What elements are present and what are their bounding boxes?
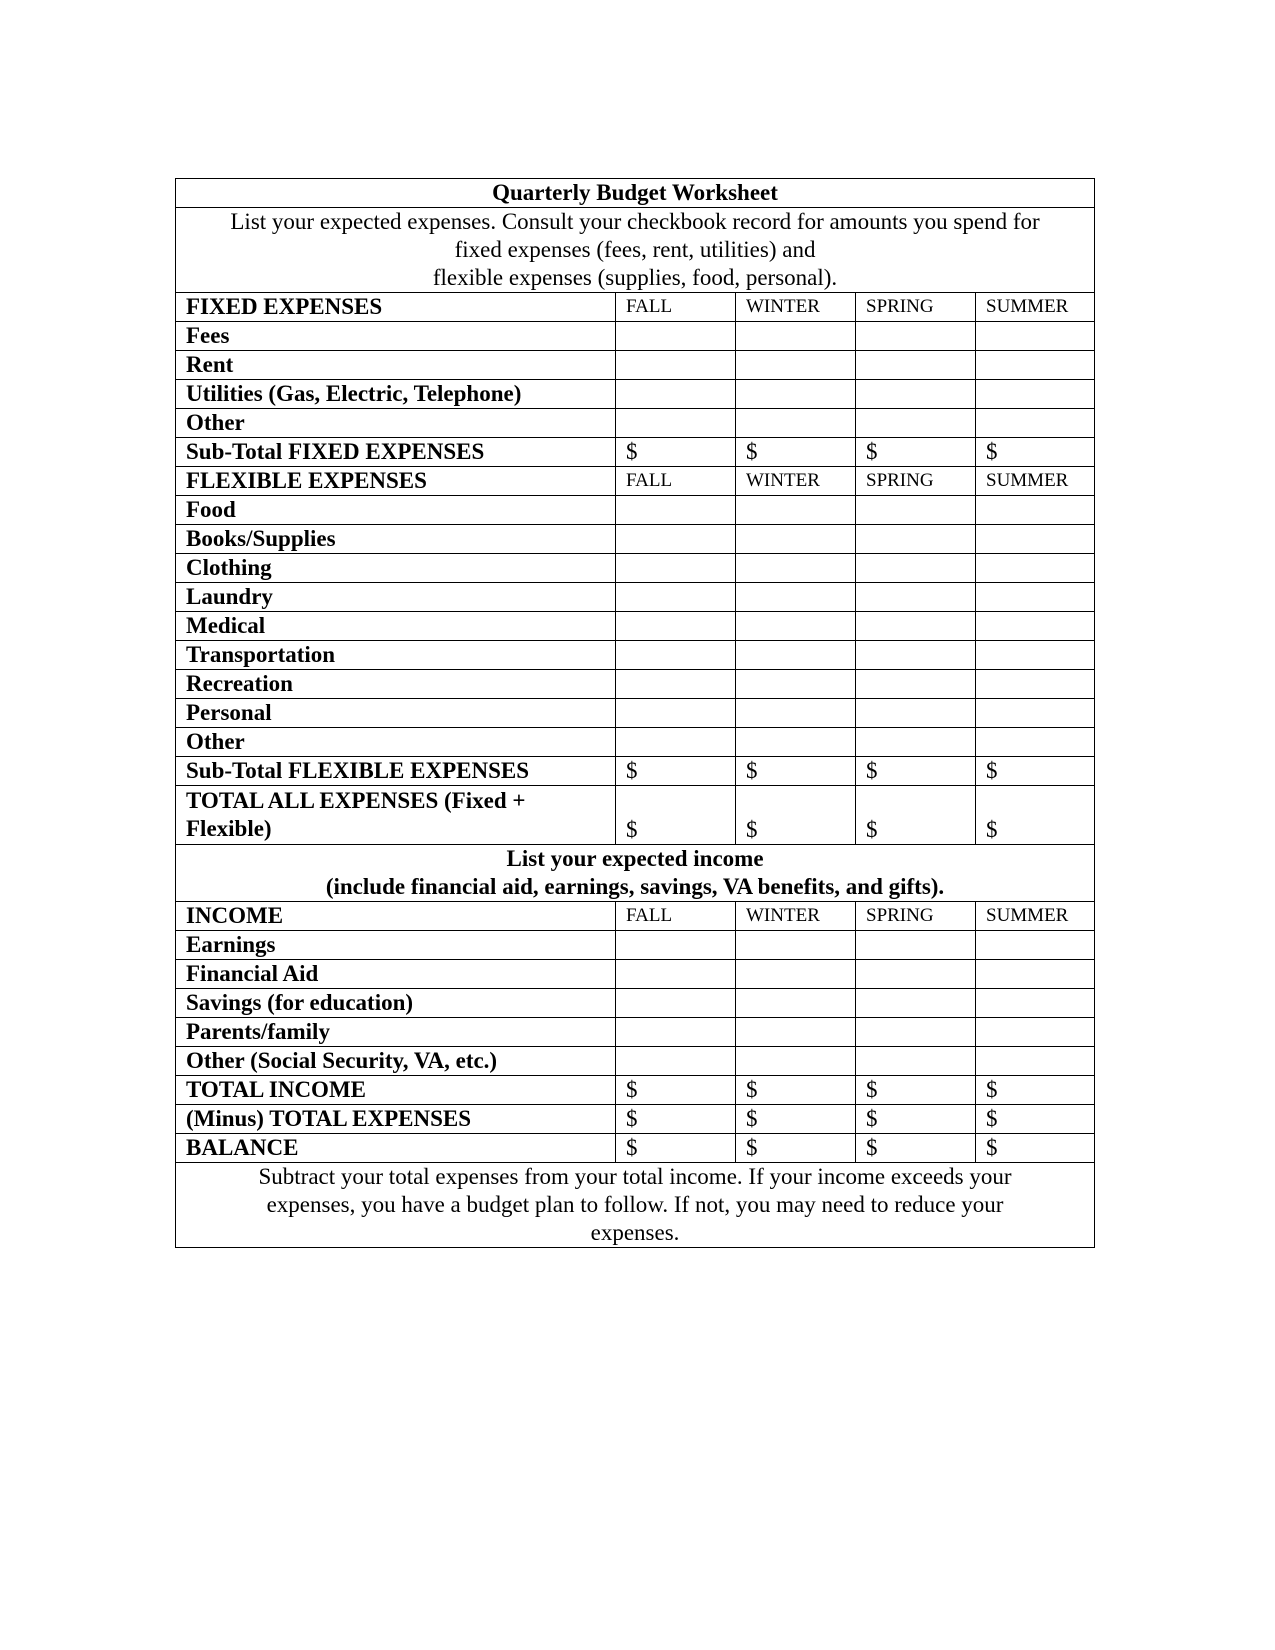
flexible-expense-row-label: Personal [176, 699, 616, 728]
amount-cell-spring[interactable] [856, 1047, 976, 1076]
dollar-cell-spring[interactable]: $ [856, 757, 976, 786]
income-row-label: Earnings [176, 931, 616, 960]
amount-cell-winter[interactable] [736, 1018, 856, 1047]
footer-line: expenses, you have a budget plan to follow. If not, you may need to reduce your [266, 1192, 1004, 1217]
amount-cell-summer[interactable] [976, 641, 1095, 670]
intro-line: fixed expenses (fees, rent, utilities) and [454, 237, 816, 262]
amount-cell-summer[interactable] [976, 612, 1095, 641]
amount-cell-fall[interactable] [616, 525, 736, 554]
income-row-label: Other (Social Security, VA, etc.) [176, 1047, 616, 1076]
footer-line: expenses. [590, 1220, 680, 1245]
dollar-cell-spring[interactable]: $ [856, 1134, 976, 1163]
dollar-cell-summer[interactable]: $ [976, 1076, 1095, 1105]
amount-cell-fall[interactable] [616, 699, 736, 728]
fixed-expense-row-label: Other [176, 409, 616, 438]
dollar-cell-winter[interactable]: $ [736, 1076, 856, 1105]
amount-cell-summer[interactable] [976, 728, 1095, 757]
season-header-summer: SUMMER [976, 293, 1095, 322]
flexible-expense-row-label: Transportation [176, 641, 616, 670]
amount-cell-fall[interactable] [616, 322, 736, 351]
amount-cell-winter[interactable] [736, 641, 856, 670]
totals-row-label: TOTAL INCOME [176, 1076, 616, 1105]
dollar-cell-winter[interactable]: $ [736, 757, 856, 786]
season-header-spring: SPRING [856, 902, 976, 931]
income-header: INCOME [176, 902, 616, 931]
flexible-expenses-header: FLEXIBLE EXPENSES [176, 467, 616, 496]
amount-cell-fall[interactable] [616, 641, 736, 670]
amount-cell-spring[interactable] [856, 380, 976, 409]
amount-cell-winter[interactable] [736, 931, 856, 960]
dollar-cell-fall[interactable]: $ [616, 438, 736, 467]
amount-cell-winter[interactable] [736, 583, 856, 612]
income-row-label: Parents/family [176, 1018, 616, 1047]
season-header-fall: FALL [616, 293, 736, 322]
amount-cell-fall[interactable] [616, 670, 736, 699]
dollar-cell-winter[interactable]: $ [736, 438, 856, 467]
dollar-cell-fall[interactable]: $ [616, 1076, 736, 1105]
season-header-fall: FALL [616, 467, 736, 496]
dollar-cell-fall[interactable]: $ [616, 1105, 736, 1134]
fixed-expense-row-label: Utilities (Gas, Electric, Telephone) [176, 380, 616, 409]
fixed-expense-row-label: Rent [176, 351, 616, 380]
amount-cell-winter[interactable] [736, 322, 856, 351]
amount-cell-summer[interactable] [976, 931, 1095, 960]
amount-cell-summer[interactable] [976, 670, 1095, 699]
footer-line: Subtract your total expenses from your total income. If your income exceeds your [258, 1164, 1012, 1189]
flexible-expense-row-label: Laundry [176, 583, 616, 612]
amount-cell-spring[interactable] [856, 1018, 976, 1047]
dollar-cell-winter[interactable]: $ [736, 1105, 856, 1134]
amount-cell-spring[interactable] [856, 496, 976, 525]
amount-cell-summer[interactable] [976, 989, 1095, 1018]
fixed-expense-row-label: Fees [176, 322, 616, 351]
amount-cell-winter[interactable] [736, 612, 856, 641]
season-header-winter: WINTER [736, 467, 856, 496]
dollar-cell-spring[interactable]: $ [856, 1076, 976, 1105]
budget-table [175, 178, 1095, 1248]
dollar-cell-fall[interactable]: $ [616, 786, 736, 845]
amount-cell-fall[interactable] [616, 1018, 736, 1047]
amount-cell-summer[interactable] [976, 351, 1095, 380]
amount-cell-winter[interactable] [736, 496, 856, 525]
season-header-spring: SPRING [856, 467, 976, 496]
amount-cell-spring[interactable] [856, 728, 976, 757]
amount-cell-winter[interactable] [736, 525, 856, 554]
flexible-subtotal-label: Sub-Total FLEXIBLE EXPENSES [176, 757, 616, 786]
amount-cell-summer[interactable] [976, 380, 1095, 409]
amount-cell-spring[interactable] [856, 931, 976, 960]
amount-cell-fall[interactable] [616, 1047, 736, 1076]
dollar-cell-summer[interactable]: $ [976, 1134, 1095, 1163]
flexible-expense-row-label: Food [176, 496, 616, 525]
amount-cell-fall[interactable] [616, 554, 736, 583]
season-header-spring: SPRING [856, 293, 976, 322]
amount-cell-spring[interactable] [856, 612, 976, 641]
total-all-line: Flexible) [186, 816, 272, 841]
amount-cell-winter[interactable] [736, 960, 856, 989]
amount-cell-fall[interactable] [616, 583, 736, 612]
dollar-cell-winter[interactable]: $ [736, 1134, 856, 1163]
totals-row-label: BALANCE [176, 1134, 616, 1163]
amount-cell-fall[interactable] [616, 380, 736, 409]
intro-text [176, 208, 1095, 293]
amount-cell-summer[interactable] [976, 1018, 1095, 1047]
income-row-label: Financial Aid [176, 960, 616, 989]
season-header-summer: SUMMER [976, 902, 1095, 931]
season-header-winter: WINTER [736, 293, 856, 322]
income-intro-line: List your expected income [506, 846, 764, 871]
season-header-summer: SUMMER [976, 467, 1095, 496]
amount-cell-fall[interactable] [616, 960, 736, 989]
amount-cell-summer[interactable] [976, 409, 1095, 438]
amount-cell-winter[interactable] [736, 409, 856, 438]
amount-cell-summer[interactable] [976, 699, 1095, 728]
season-header-winter: WINTER [736, 902, 856, 931]
worksheet-title: Quarterly Budget Worksheet [176, 179, 1095, 208]
income-intro-text [176, 845, 1095, 902]
dollar-cell-spring[interactable]: $ [856, 1105, 976, 1134]
dollar-cell-summer[interactable]: $ [976, 757, 1095, 786]
total-all-expenses-label [176, 786, 616, 845]
amount-cell-winter[interactable] [736, 380, 856, 409]
amount-cell-spring[interactable] [856, 351, 976, 380]
amount-cell-spring[interactable] [856, 554, 976, 583]
budget-worksheet [175, 178, 1094, 1248]
amount-cell-fall[interactable] [616, 496, 736, 525]
amount-cell-fall[interactable] [616, 931, 736, 960]
fixed-expenses-header: FIXED EXPENSES [176, 293, 616, 322]
season-header-fall: FALL [616, 902, 736, 931]
dollar-cell-summer[interactable]: $ [976, 786, 1095, 845]
amount-cell-winter[interactable] [736, 1047, 856, 1076]
flexible-expense-row-label: Medical [176, 612, 616, 641]
footer-note [176, 1163, 1095, 1248]
amount-cell-summer[interactable] [976, 496, 1095, 525]
amount-cell-fall[interactable] [616, 409, 736, 438]
flexible-expense-row-label: Recreation [176, 670, 616, 699]
fixed-subtotal-label: Sub-Total FIXED EXPENSES [176, 438, 616, 467]
dollar-cell-summer[interactable]: $ [976, 1105, 1095, 1134]
amount-cell-winter[interactable] [736, 554, 856, 583]
dollar-cell-spring[interactable]: $ [856, 438, 976, 467]
amount-cell-spring[interactable] [856, 583, 976, 612]
amount-cell-winter[interactable] [736, 670, 856, 699]
amount-cell-fall[interactable] [616, 989, 736, 1018]
income-row-label: Savings (for education) [176, 989, 616, 1018]
amount-cell-summer[interactable] [976, 554, 1095, 583]
amount-cell-fall[interactable] [616, 612, 736, 641]
total-all-line: TOTAL ALL EXPENSES (Fixed + [186, 788, 526, 813]
flexible-expense-row-label: Books/Supplies [176, 525, 616, 554]
dollar-cell-fall[interactable]: $ [616, 757, 736, 786]
amount-cell-summer[interactable] [976, 583, 1095, 612]
amount-cell-summer[interactable] [976, 960, 1095, 989]
dollar-cell-summer[interactable]: $ [976, 438, 1095, 467]
amount-cell-spring[interactable] [856, 960, 976, 989]
amount-cell-winter[interactable] [736, 351, 856, 380]
intro-line: flexible expenses (supplies, food, personal). [432, 265, 838, 290]
amount-cell-summer[interactable] [976, 322, 1095, 351]
amount-cell-winter[interactable] [736, 699, 856, 728]
flexible-expense-row-label: Other [176, 728, 616, 757]
amount-cell-spring[interactable] [856, 670, 976, 699]
amount-cell-spring[interactable] [856, 322, 976, 351]
amount-cell-summer[interactable] [976, 1047, 1095, 1076]
amount-cell-summer[interactable] [976, 525, 1095, 554]
intro-line: List your expected expenses. Consult your checkbook record for amounts you spend for [230, 209, 1040, 234]
amount-cell-fall[interactable] [616, 728, 736, 757]
income-intro-line: (include financial aid, earnings, savings, VA benefits, and gifts). [325, 874, 945, 899]
amount-cell-spring[interactable] [856, 989, 976, 1018]
amount-cell-fall[interactable] [616, 351, 736, 380]
amount-cell-spring[interactable] [856, 699, 976, 728]
dollar-cell-fall[interactable]: $ [616, 1134, 736, 1163]
amount-cell-winter[interactable] [736, 728, 856, 757]
dollar-cell-spring[interactable]: $ [856, 786, 976, 845]
totals-row-label: (Minus) TOTAL EXPENSES [176, 1105, 616, 1134]
amount-cell-winter[interactable] [736, 989, 856, 1018]
amount-cell-spring[interactable] [856, 525, 976, 554]
flexible-expense-row-label: Clothing [176, 554, 616, 583]
dollar-cell-winter[interactable]: $ [736, 786, 856, 845]
amount-cell-spring[interactable] [856, 641, 976, 670]
amount-cell-spring[interactable] [856, 409, 976, 438]
